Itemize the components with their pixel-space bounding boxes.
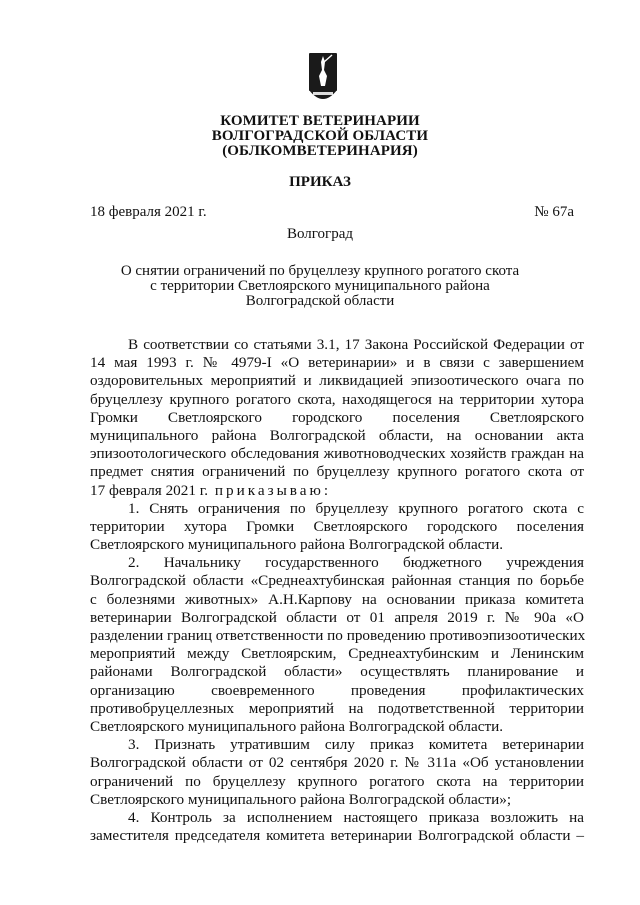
body-line-text: Светлоярского муниципального района Волгоградской области. xyxy=(90,717,504,735)
coat-of-arms-icon xyxy=(308,52,338,108)
body-line xyxy=(90,500,584,518)
org-name-line-3: (ОБЛКОМВЕТЕРИНАРИЯ) xyxy=(222,143,418,159)
body-line xyxy=(90,627,584,645)
body-line xyxy=(90,700,584,718)
body-line-text: 1. Снять ограничения по бруцеллезу крупного рогатого скота с xyxy=(128,499,584,517)
document-number: № 67а xyxy=(534,204,574,220)
subject-line: О снятии ограничений по бруцеллезу крупного рогатого скота xyxy=(120,263,520,279)
body-line-text: заместителя председателя комитета ветеринарии Волгоградской области – xyxy=(90,827,584,845)
body-line-text: Светлоярского муниципального района Волгоградской области. xyxy=(90,536,504,554)
body-line xyxy=(90,791,584,809)
body-line-text: разделении границ ответственности по проведению противоэпизоотических xyxy=(90,627,586,644)
body-line-text: 3. Признать утратившим силу приказ комитета ветеринарии xyxy=(128,736,584,754)
body-line-text: ограничений по бруцеллезу крупного рогатого скота на территории xyxy=(90,772,584,790)
body-line xyxy=(90,391,584,409)
body-line-text: Волгоградской области от 02 сентября 2020 г. № 311а «Об установлении xyxy=(90,754,584,772)
document-date: 18 февраля 2021 г. xyxy=(90,204,207,220)
body-line-text: Светлоярского муниципального района Волгоградской области»; xyxy=(90,790,512,808)
body-line-text: 2. Начальнику государственного бюджетного учреждения xyxy=(128,554,584,572)
body-line-text: предмет снятия ограничений по бруцеллезу крупного рогатого скота от xyxy=(90,463,584,481)
body-line xyxy=(90,372,584,390)
body-line-text: оздоровительных мероприятий и ликвидацией эпизоотического очага по xyxy=(90,372,584,390)
body-line-text: 14 мая 1993 г. № 4979-I «О ветеринарии» и в связи с завершением xyxy=(90,354,584,372)
body-line xyxy=(90,482,584,500)
org-name-line-2: ВОЛГОГРАДСКОЙ ОБЛАСТИ xyxy=(211,128,429,144)
document-type: ПРИКАЗ xyxy=(289,174,351,190)
body-line-text: с болезнями животных» А.Н.Карпову на основании приказа комитета xyxy=(90,590,584,608)
body-line xyxy=(90,354,584,372)
body-line xyxy=(90,736,584,754)
body-line-text: территории хутора Громки Светлоярского городского поселения xyxy=(90,517,584,535)
body-line xyxy=(90,427,584,445)
body-line xyxy=(90,718,584,736)
body-line-text: районами Волгоградской области» осуществлять планирование и xyxy=(90,663,584,681)
document-city: Волгоград xyxy=(286,226,353,242)
body-line xyxy=(90,754,584,772)
body-line xyxy=(90,663,584,681)
subject-line: Волгоградской области xyxy=(245,293,395,309)
body-line xyxy=(90,518,584,536)
body-line-text: ветеринарии Волгоградской области от 01 апреля 2019 г. № 90а «О xyxy=(90,608,584,626)
body-line xyxy=(90,409,584,427)
body-line xyxy=(90,463,584,481)
document-subject xyxy=(0,264,640,309)
body-line xyxy=(90,773,584,791)
body-line-text: Громки Светлоярского городского поселения Светлоярского xyxy=(90,408,584,426)
body-line xyxy=(90,809,584,827)
body-line xyxy=(90,554,584,572)
body-line-text: Волгоградской области «Среднеахтубинская районная станция по борьбе xyxy=(90,572,584,590)
document-body xyxy=(90,336,584,845)
body-line-text: 17 февраля 2021 г. xyxy=(90,481,209,499)
body-line xyxy=(90,536,584,554)
body-line-text: В соответствии со статьями 3.1, 17 Закона Российской Федерации от xyxy=(128,336,584,353)
body-line xyxy=(90,336,584,354)
body-line xyxy=(90,645,584,663)
body-line-text: противобруцеллезных мероприятий на подответственной территории xyxy=(90,699,584,717)
body-line xyxy=(90,572,584,590)
body-line xyxy=(90,827,584,845)
body-line-text: мероприятий между Светлоярским, Среднеахтубинским и Ленинским xyxy=(90,645,584,663)
body-line-text: муниципального района Волгоградской области, на основании акта xyxy=(90,426,584,444)
order-keyword: приказываю: xyxy=(208,481,332,499)
body-line xyxy=(90,609,584,627)
body-line xyxy=(90,591,584,609)
body-line-text: эпизоотологического обследования животноводческих хозяйств граждан на xyxy=(90,445,584,463)
body-line-text: 4. Контроль за исполнением настоящего приказа возложить на xyxy=(128,808,584,826)
body-line xyxy=(90,682,584,700)
org-name-line-1: КОМИТЕТ ВЕТЕРИНАРИИ xyxy=(220,113,420,129)
body-line xyxy=(90,445,584,463)
body-line-text: организацию своевременного проведения профилактических xyxy=(90,681,584,699)
subject-line: с территории Светлоярского муниципального района xyxy=(150,278,490,294)
body-line-text: бруцеллезу крупного рогатого скота, находящегося на территории хутора xyxy=(90,390,584,408)
